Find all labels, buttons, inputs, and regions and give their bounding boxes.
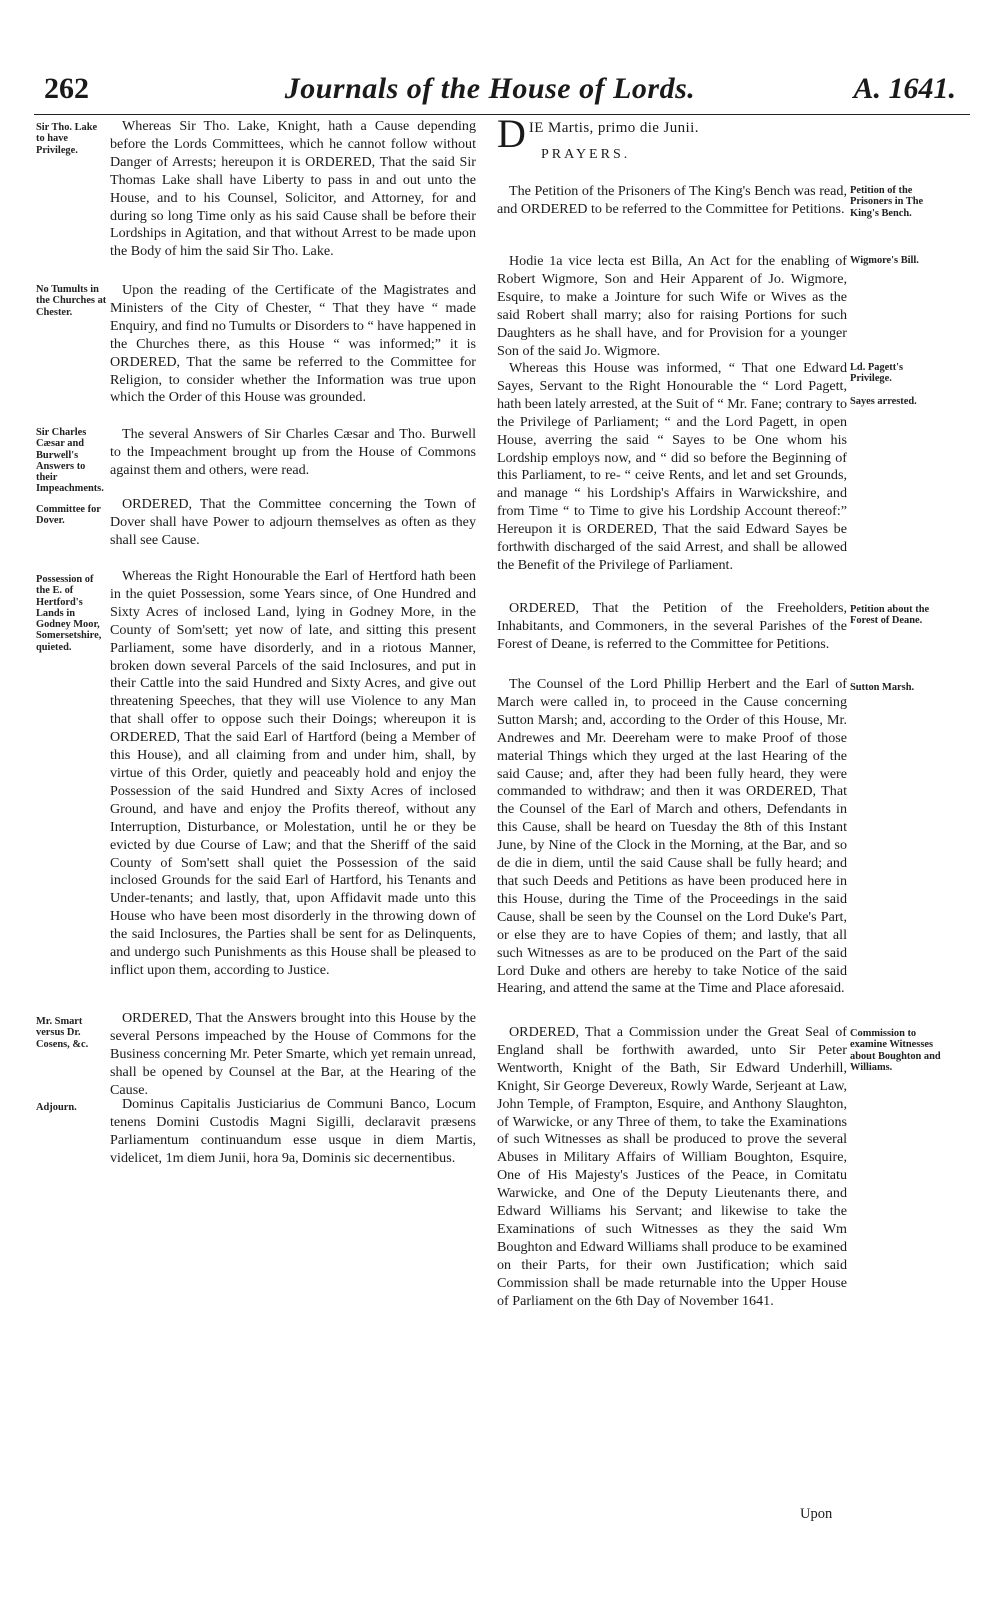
margin-note-caesar: Sir Charles Cæsar and Burwell's Answers to their Impeachments. bbox=[36, 427, 104, 495]
margin-note-smart: Mr. Smart versus Dr. Cosens, &c. bbox=[36, 1016, 89, 1050]
right-entry-deane bbox=[497, 600, 847, 654]
entry-text: The Counsel of the Lord Phillip Herbert and the Earl of March were called in, to proceed in the Cause concerning Sutton Marsh; and, according to the Order of this House, Mr. Andrewes and Mr. Deereham were to make Proof of those material Things which they urged at the last Hearing of the said Cause; and, after they had been fully heard, they were commanded to withdraw; and then it was ORDERED, That the Counsel of the Earl of March and others, Defendants in this Cause, shall be heard on Tuesday the 8th of this Instant June, by Nine of the Clock in the Morning, at the Bar, and so de die in diem, until the said Cause shall be fully heard; and that such Deeds and Petitions as have been produced here in this House, during the Time of the Proceedings in the said Cause, shall be seen by the Counsel on the Lord Duke's Part, or else they are to have Copies of them; and lastly, that all such Witnesses as are to be produced on the Part of the said Lord Duke and others are hereby to take Notice of the said Hearing, and attend the same at the Time and Place aforesaid. bbox=[497, 676, 847, 997]
page-number: 262 bbox=[44, 72, 89, 105]
entry-text: ORDERED, That the Petition of the Freeholders, Inhabitants, and Commoners, in the several Parishes of the Forest of Deane, is referred to the Committee for Petitions. bbox=[497, 600, 847, 652]
catchword: Upon bbox=[800, 1506, 833, 1522]
right-entry-kings-bench bbox=[497, 183, 847, 219]
margin-note-chester: No Tumults in the Churches at Chester. bbox=[36, 284, 107, 318]
right-entry-commission bbox=[497, 1024, 847, 1311]
margin-note-commission: Commission to examine Witnesses about Boughton and Williams. bbox=[850, 1028, 941, 1073]
margin-note-adjourn: Adjourn. bbox=[36, 1102, 77, 1113]
right-entry-wigmore bbox=[497, 253, 847, 360]
right-column-heading bbox=[497, 111, 847, 163]
margin-note-dover: Committee for Dover. bbox=[36, 504, 101, 527]
margin-note-deane: Petition about the Forest of Deane. bbox=[850, 604, 930, 627]
margin-note-sayes: Sayes arrested. bbox=[850, 396, 917, 407]
left-entry-caesar bbox=[110, 426, 476, 480]
entry-text: Dominus Capitalis Justiciarius de Communi Banco, Locum tenens Domini Custodis Magni Sigilli, declaravit præsens Parliamentum continuandum esse usque in diem Martis, videlicet, 1m diem Junii, hora 9a, Dominis sic decernentibus. bbox=[110, 1096, 476, 1166]
margin-note-kings-bench: Petition of the Prisoners in The King's Bench. bbox=[850, 185, 924, 219]
entry-text: ORDERED, That the Answers brought into this House by the several Persons impeached by the House of Commons for the Business concerning Mr. Peter Smarte, which yet remain unread, shall be opened by Counsel at the Bar, at the Hearing of the Cause. bbox=[110, 1010, 476, 1098]
left-entry-chester bbox=[110, 282, 476, 407]
date-line: IE Martis, primo die Junii. bbox=[528, 120, 699, 136]
margin-note-hertford: Possession of the E. of Hertford's Lands in Godney Moor, Somersetshire, quieted. bbox=[36, 574, 102, 653]
right-entry-sutton bbox=[497, 676, 847, 998]
entry-text: ORDERED, That a Commission under the Great Seal of England shall be forthwith awarded, unto Sir Peter Wentworth, Knight of the Bath, Sir Edward Underhill, Knight, Sir George Devereux, Rowly Warde, Serjeant at Law, John Temple, of Frampton, Esquire, and Anthony Slaughton, of Warwicke, or any Three of them, to take the Examinations of such Witnesses as shall be produced to prove the several Abuses in Military Affairs of William Boughton, Esquire, One of His Majesty's Justices of the Peace, in Comitatu Warwicke, and One of the Deputy Lieutenants there, and Edward Williams his Servant; and likewise to take the Examinations of such Witnesses as they the said Wm Boughton and Edward Williams shall produce to be examined on their Parts, for their own Justification; which said Commission shall be made returnable into the Upper House of Parliament on the 6th Day of November 1641. bbox=[497, 1024, 847, 1309]
page-title: Journals of the House of Lords. bbox=[284, 72, 696, 105]
margin-note-lake: Sir Tho. Lake to have Privilege. bbox=[36, 122, 98, 156]
prayers-heading: PRAYERS. bbox=[541, 147, 631, 162]
left-entry-lake bbox=[110, 118, 476, 261]
entry-text: The several Answers of Sir Charles Cæsar and Tho. Burwell to the Impeachment brought up from the House of Commons against them and others, were read. bbox=[110, 426, 476, 478]
entry-text: The Petition of the Prisoners of The King's Bench was read, and ORDERED to be referred to the Committee for Petitions. bbox=[497, 183, 847, 217]
drop-cap: D bbox=[497, 111, 526, 156]
entry-text: Hodie 1a vice lecta est Billa, An Act for the enabling of Robert Wigmore, Son and Heir Apparent of Jo. Wigmore, Esquire, to make a Jointure for such Wife or Wives as the said Robert shall marry; also for raising Portions for such Daughters as he shall have, and for Provision for a younger Son of the said Jo. Wigmore. bbox=[497, 253, 847, 359]
right-entry-pagett bbox=[497, 360, 847, 575]
left-entry-dover bbox=[110, 496, 476, 550]
left-entry-smart bbox=[110, 1010, 476, 1100]
entry-text: Whereas the Right Honourable the Earl of Hertford hath been in the quiet Possession, some Years since, of One Hundred and Sixty Acres of inclosed Land, lying in Godney More, in the County of Som'sett; yet now of late, and sitting this present Parliament, some have disorderly, and in a riotous Manner, broken down several Parcels of the said Inclosures, and put in their Cattle into the said Hundred and Sixty Acres, and give out threatening Speeches, that they will use Violence to any Man that shall offer to oppose such their Doings; whereupon it is ORDERED, That the said Earl of Hartford (being a Member of this House), and all claiming from and under him, shall, by virtue of this Order, quietly and peaceably hold and enjoy the Possession of the said Hundred and Sixty Acres of inclosed Ground, and have and enjoy the Profits thereof, without any Interruption, Disturbance, or Molestation, until he or they be evicted by due Course of Law; and that the Sheriff of the said County of Som'sett shall quiet the Possession of the said inclosed Grounds for the said Earl of Hartford, his Tenants and Under-tenants; and lastly, that, upon Affidavit made unto this House who have been most disorderly in the throwing down of the said Inclosures, the Parties shall be sent for as Delinquents, and undergo such Punishments as this House shall be pleased to inflict upon them, according to Justice. bbox=[110, 568, 476, 978]
entry-text: ORDERED, That the Committee concerning the Town of Dover shall have Power to adjourn themselves as often as they shall see Cause. bbox=[110, 496, 476, 548]
margin-note-wigmore: Wigmore's Bill. bbox=[850, 255, 919, 266]
margin-note-sutton: Sutton Marsh. bbox=[850, 682, 915, 693]
page-year: A. 1641. bbox=[853, 72, 956, 105]
entry-text: Whereas Sir Tho. Lake, Knight, hath a Cause depending before the Lords Committees, which he cannot follow without Danger of Arrests; hereupon it is ORDERED, That the said Sir Thomas Lake shall have Liberty to pass in and out unto the House, and to his Counsel, Solicitor, and Attorney, for and during so long Time only as his said Cause shall be before their Lordships in Agitation, and that without Arrest to be made upon the Body of him the said Sir Tho. Lake. bbox=[110, 118, 476, 260]
entry-text: Upon the reading of the Certificate of the Magistrates and Ministers of the City of Chester, “ That they have “ made Enquiry, and find no Tumults or Disorders to “ have happened in the Churches there, as this House “ was informed;” it is ORDERED, That the same be referred to the Committee for Religion, to consider whether the Information was true upon which the Order of this House was grounded. bbox=[110, 282, 476, 406]
margin-note-pagett: Ld. Pagett's Privilege. bbox=[850, 362, 904, 385]
left-entry-adjourn bbox=[110, 1096, 476, 1168]
left-entry-hertford bbox=[110, 568, 476, 980]
entry-text: Whereas this House was informed, “ That one Edward Sayes, Servant to the Right Honourable the “ Lord Pagett, hath been lately arrested, at the Suit of “ Mr. Fane; contrary to the Privilege of Parliament; “ and the Lord Pagett, in open House, averring the said “ Sayes to be One whom his Lordship employs now, and “ did so before the Beginning of this Parliament, to re- “ ceive Rents, and let and set Grounds, and manage “ his Lordship's Affairs in Warwickshire, and from Time “ to Time to give his Lordship Account thereof:” Hereupon it is ORDERED, That the said Edward Sayes be forthwith discharged of the said Arrest, and shall be allowed the Benefit of the Privilege of Parliament. bbox=[497, 360, 847, 573]
